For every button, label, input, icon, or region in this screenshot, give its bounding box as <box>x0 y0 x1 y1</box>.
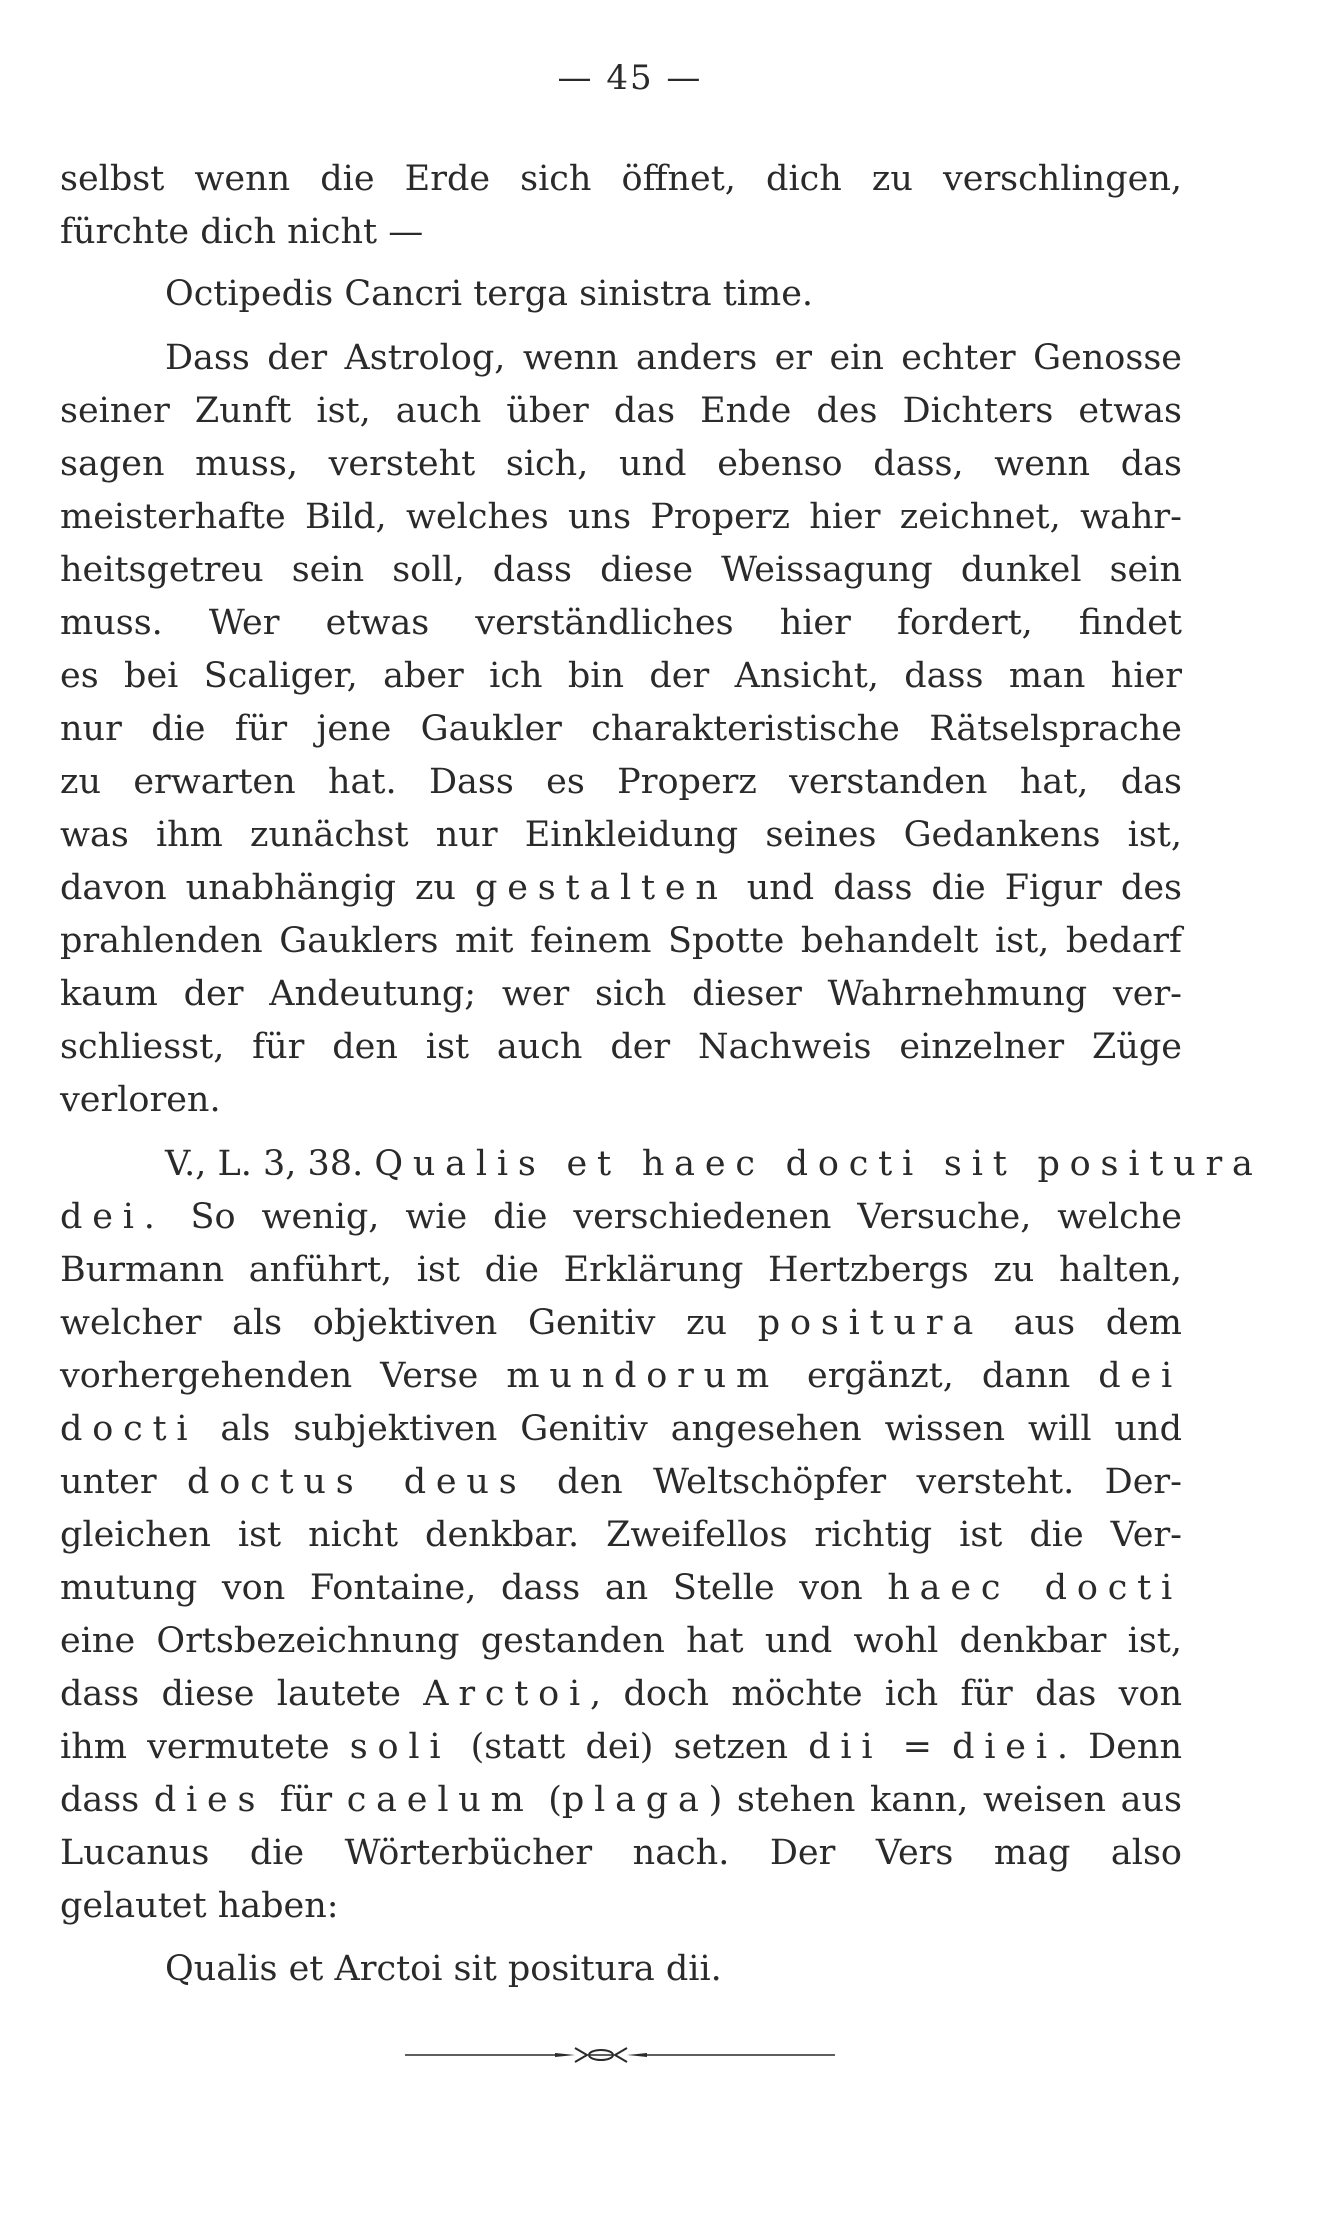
text-line: meisterhafte Bild, welches uns Properz hier zeichnet, wahr- <box>60 497 1182 537</box>
emphasized-word: mundorum <box>506 1356 779 1396</box>
text-segment: vorhergehenden Verse <box>60 1356 507 1396</box>
text-line <box>60 1670 1182 1718</box>
text-line: eine Ortsbezeichnung gestanden hat und wohl denkbar ist, <box>60 1621 1182 1661</box>
emphasized-word: gestalten <box>474 868 728 908</box>
emphasized-word: dii <box>808 1727 883 1767</box>
text-line: fürchte dich nicht — <box>60 212 424 252</box>
text-line <box>165 1140 1263 1188</box>
text-segment: davon unabhängig zu <box>60 868 475 908</box>
text-segment: So wenig, wie die verschiedenen Versuche, welche <box>164 1197 1182 1237</box>
text-line: schliesst, für den ist auch der Nachweis einzelner Züge <box>60 1027 1182 1067</box>
text-line: gelautet haben: <box>60 1886 339 1926</box>
emphasized-word: dies <box>153 1780 266 1820</box>
text-segment: aus dem <box>983 1303 1182 1343</box>
text-line: seiner Zunft ist, auch über das Ende des Dichters etwas <box>60 391 1182 431</box>
emphasized-word: plaga <box>561 1780 709 1820</box>
text-line <box>60 1299 1182 1347</box>
text-line: es bei Scaliger, aber ich bin der Ansicht, dass man hier <box>60 656 1182 696</box>
citation: V., L. 3, 38. <box>165 1144 375 1184</box>
text-line: Lucanus die Wörterbücher nach. Der Vers mag also <box>60 1833 1182 1873</box>
text-line <box>60 1405 1182 1453</box>
text-segment: mutung von Fontaine, dass an Stelle von <box>60 1568 888 1608</box>
text-line: sagen muss, versteht sich, und ebenso dass, wenn das <box>60 444 1182 484</box>
verse-quote: Qualis et Arctoi sit positura dii. <box>165 1949 722 1989</box>
text-line: muss. Wer etwas verständliches hier fordert, findet <box>60 603 1182 643</box>
text-line <box>60 1352 1182 1400</box>
text-segment: = <box>882 1727 953 1767</box>
text-line: prahlenden Gauklers mit feinem Spotte behandelt ist, bedarf <box>60 921 1182 961</box>
text-line <box>60 864 1182 912</box>
text-segment: dass diese lautete <box>60 1674 424 1714</box>
text-line: verloren. <box>60 1080 221 1120</box>
text-line: kaum der Andeutung; wer sich dieser Wahrnehmung ver- <box>60 974 1182 1014</box>
text-segment: (statt dei) setzen <box>450 1727 809 1767</box>
emphasized-word: positura <box>757 1303 983 1343</box>
text-line: Burmann anführt, ist die Erklärung Hertzbergs zu halten, <box>60 1250 1182 1290</box>
text-segment: dass <box>60 1780 154 1820</box>
text-line: gleichen ist nicht denkbar. Zweifellos richtig ist die Ver- <box>60 1515 1182 1555</box>
text-line <box>60 1723 1182 1771</box>
emphasized-word: docti <box>60 1409 198 1449</box>
emphasized-word: caelum <box>346 1780 534 1820</box>
text-line: zu erwarten hat. Dass es Properz verstanden hat, das <box>60 762 1182 802</box>
emphasized-word: soli <box>349 1727 451 1767</box>
emphasized-word: diei <box>952 1727 1057 1767</box>
text-segment: welcher als objektiven Genitiv zu <box>60 1303 758 1343</box>
text-segment: und dass die Figur des <box>727 868 1182 908</box>
text-segment: als subjektiven Genitiv angesehen wissen will und <box>197 1409 1182 1449</box>
emphasized-phrase: haec docti <box>887 1568 1182 1608</box>
text-segment: ihm vermutete <box>60 1727 350 1767</box>
text-line: Dass der Astrolog, wenn anders er ein echter Genosse <box>165 338 1182 378</box>
text-segment: für <box>265 1780 347 1820</box>
text-line: nur die für jene Gaukler charakteristische Rätselsprache <box>60 709 1182 749</box>
end-ornament-icon <box>405 2040 835 2070</box>
text-line <box>60 1458 1182 1506</box>
text-segment: ergänzt, dann <box>778 1356 1099 1396</box>
text-line <box>60 1564 1182 1612</box>
text-segment: unter <box>60 1462 188 1502</box>
emphasized-phrase: Qualis et haec docti sit positura <box>374 1144 1263 1184</box>
text-line: heitsgetreu sein soll, dass diese Weissagung dunkel sein <box>60 550 1182 590</box>
page-number: — 45 — <box>557 58 703 98</box>
emphasized-word: dei. <box>60 1197 165 1237</box>
text-line: was ihm zunächst nur Einkleidung seines Gedankens ist, <box>60 815 1182 855</box>
emphasized-word: dei <box>1098 1356 1182 1396</box>
emphasized-phrase: doctus deus <box>187 1462 527 1502</box>
text-line <box>60 1776 1182 1824</box>
text-segment: ( <box>533 1780 562 1820</box>
text-line: selbst wenn die Erde sich öffnet, dich zu verschlingen, <box>60 159 1182 199</box>
text-segment: . Denn <box>1056 1727 1182 1767</box>
text-segment: ) stehen kann, weisen aus <box>708 1780 1182 1820</box>
text-segment: den Weltschöpfer versteht. Der- <box>526 1462 1182 1502</box>
verse-quote: Octipedis Cancri terga sinistra time. <box>165 274 814 314</box>
text-segment: , doch möchte ich für das von <box>590 1674 1182 1714</box>
text-line <box>60 1193 1182 1241</box>
emphasized-word: Arctoi <box>423 1674 591 1714</box>
